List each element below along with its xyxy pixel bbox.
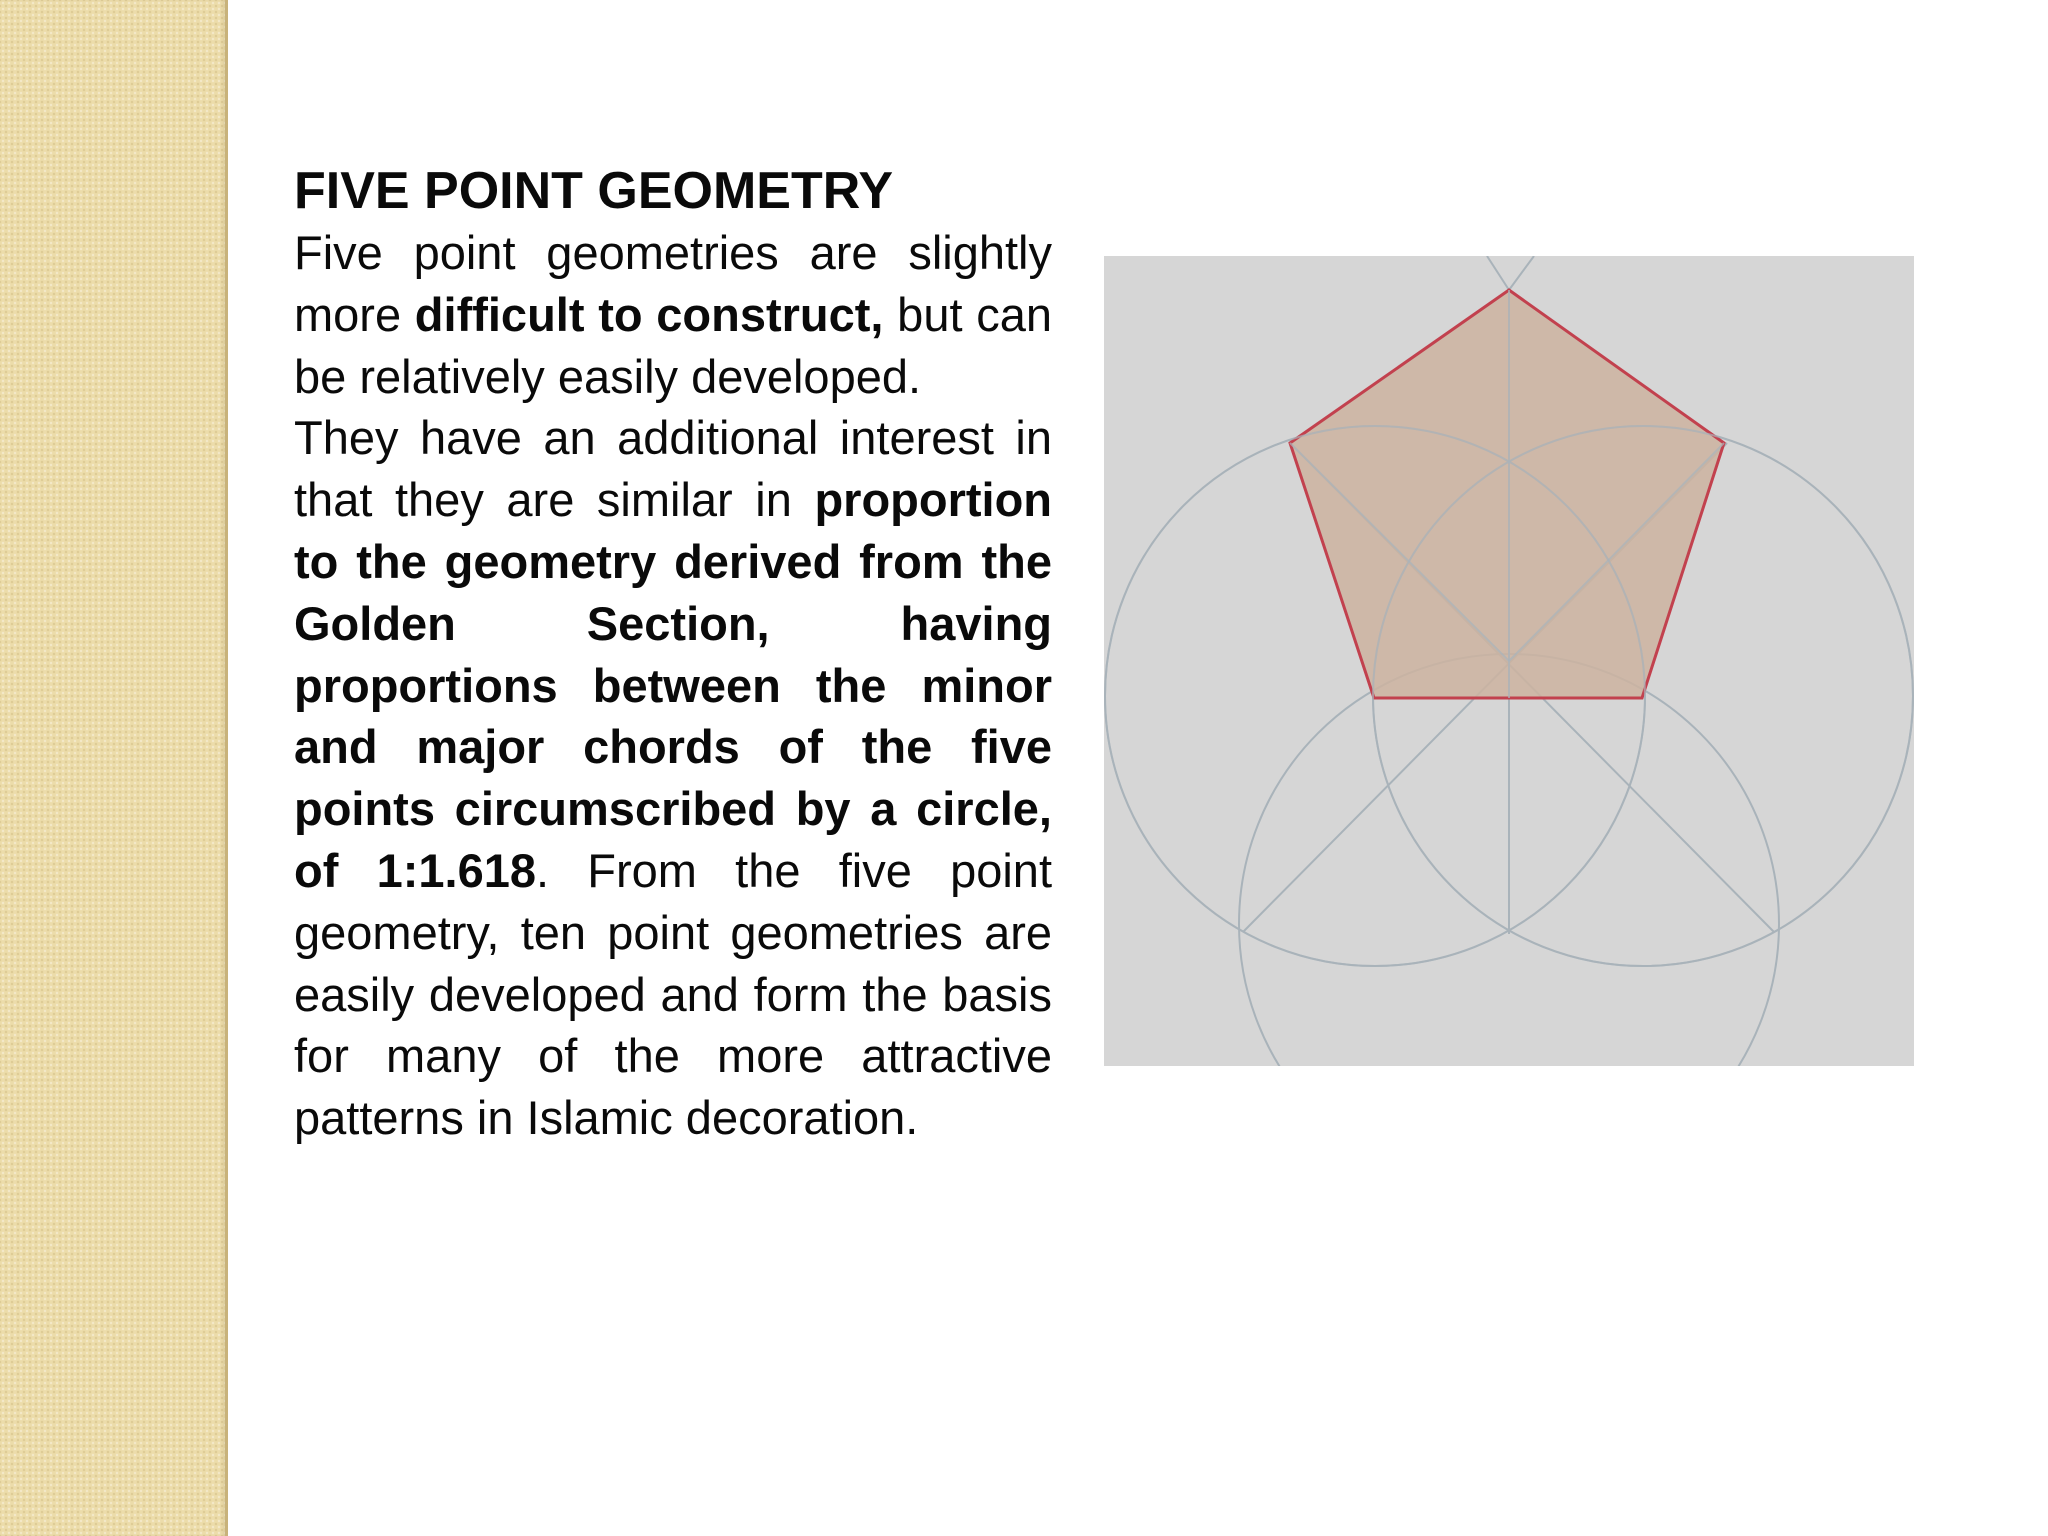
paragraph-golden-section bbox=[294, 407, 1052, 1149]
decorative-side-band bbox=[0, 0, 228, 1536]
top-cross-line-right bbox=[1509, 256, 1534, 290]
pentagon-construction-figure bbox=[1104, 256, 1914, 1066]
paragraph-intro-text-1: Five point geometries are slightly more bbox=[294, 226, 1052, 341]
pentagon-shape bbox=[1290, 290, 1724, 698]
slide-title: FIVE POINT GEOMETRY bbox=[294, 162, 894, 220]
slide-text-column bbox=[294, 160, 1052, 1149]
paragraph-golden-bold: proportion to the geometry derived from the Golden Section, having proportions between the minor and major chords of the five points circumscribed by a circle, of 1:1.618 bbox=[294, 473, 1052, 897]
paragraph-intro-bold: difficult to construct, bbox=[414, 287, 884, 341]
top-cross-line-left bbox=[1487, 256, 1509, 290]
paragraph-intro bbox=[294, 222, 1052, 407]
paragraph-golden-text-2: . From the five point geometry, ten point geometries are easily developed and form the basis for many of the more attractive patterns in Islamic decoration. bbox=[294, 843, 1052, 1145]
paragraph-intro-text-2: but can be relatively easily developed. bbox=[294, 287, 1052, 403]
paragraph-golden-text-1: They have an additional interest in that they are similar in bbox=[294, 411, 1052, 527]
pentagon-diagram-svg bbox=[1104, 256, 1914, 1066]
